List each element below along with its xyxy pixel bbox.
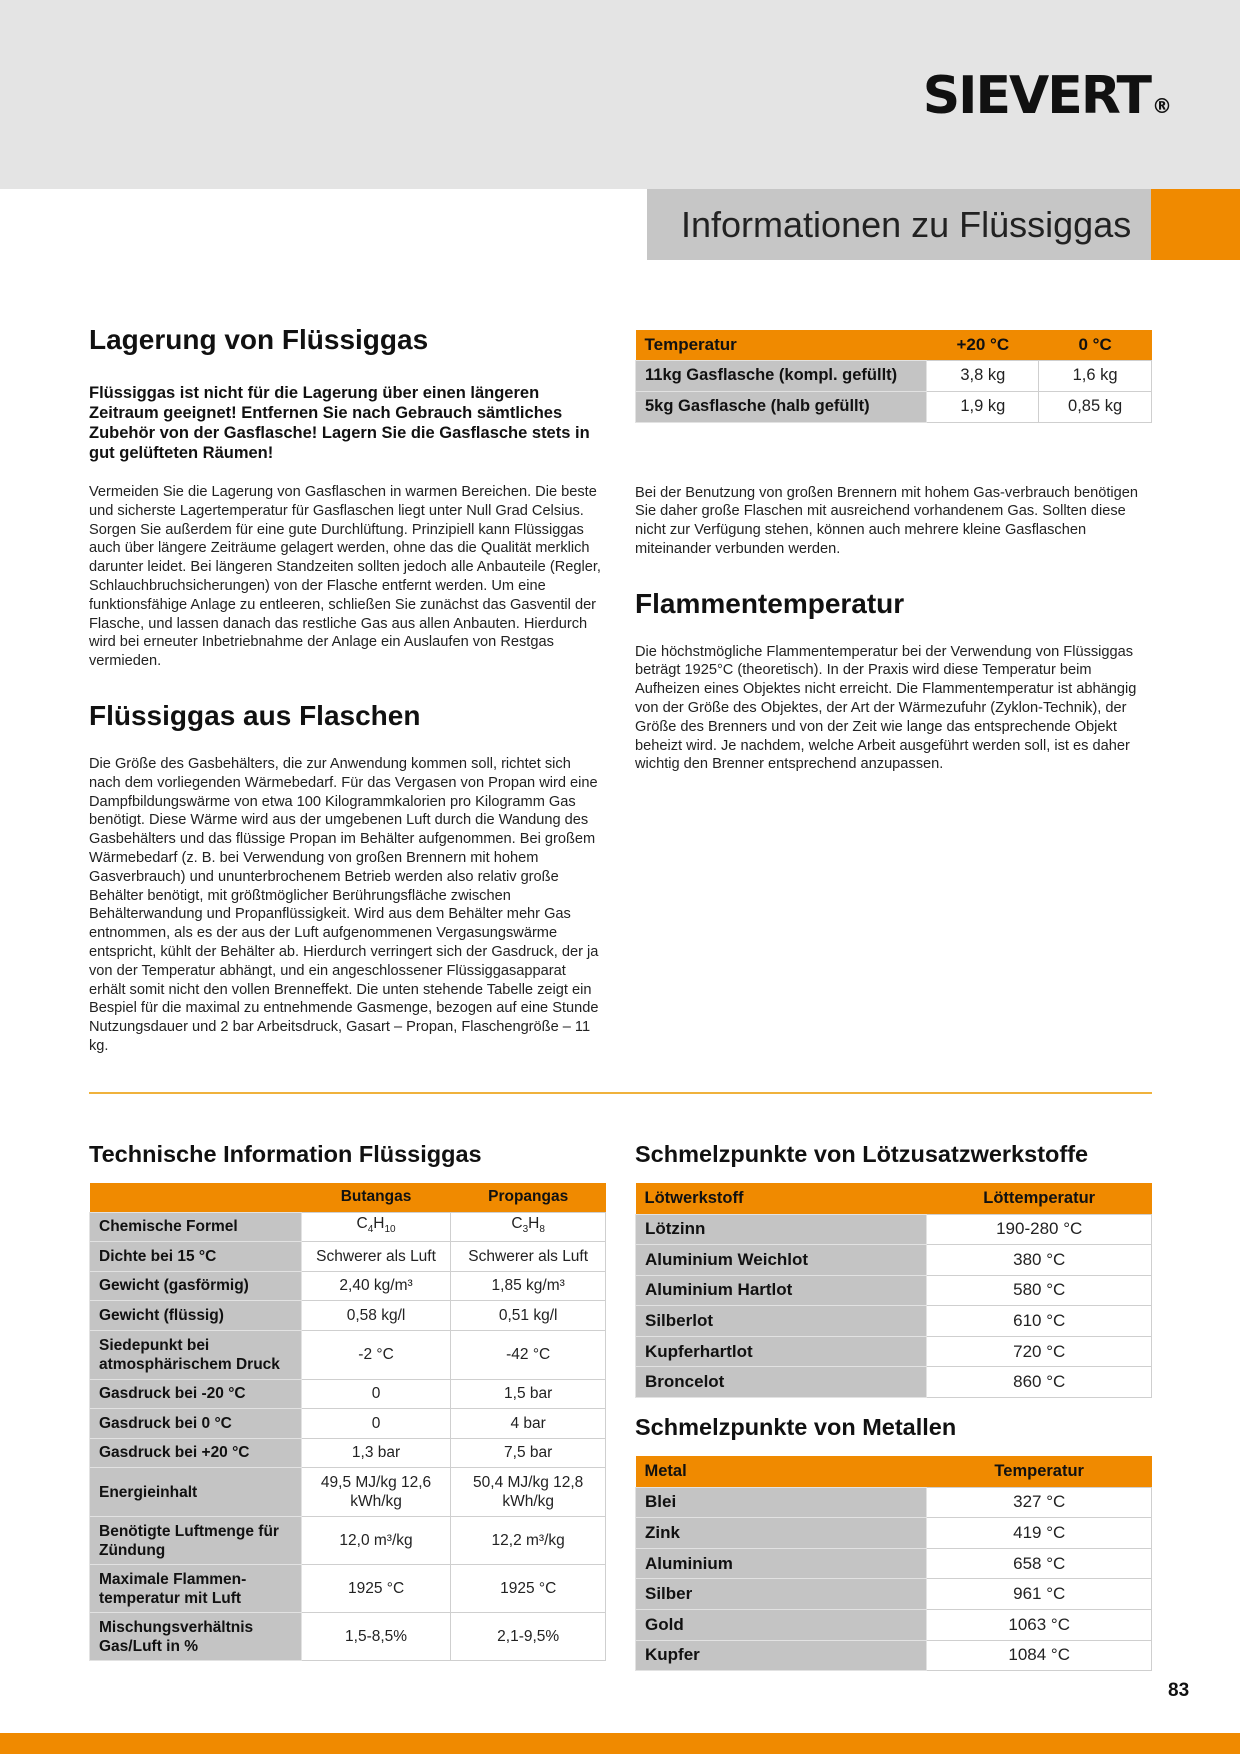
table-header-cell: Temperatur [636, 330, 927, 360]
tech-info-section [89, 1139, 606, 1661]
table-cell: 1,6 kg [1039, 360, 1152, 391]
table-row [90, 1301, 606, 1331]
lagerung-body: Vermeiden Sie die Lagerung von Gasflaschen in warmen Bereichen. Die beste und sicherste Lagertemperatur für Gasflaschen liegt unter Null Grad Celsius. Sorgen Sie außerdem für eine gute Durchlüftung. Prinzipiell kann Flüssiggas auch über längere Zeiträume gelagert werden, ohne das die Qualität merklich darunter leidet. Bei längeren Standzeiten sollten jedoch alle Anbauteile (Regler, Schlauchbruchsicherungen) von der Flasche entfernt werden. Um eine funktionsfähige Anlage zu entleeren, schließen Sie zunächst das Gasventil der Flasche, und lassen danach das restliche Gas aus allen Anbauten. Hierdurch wird bei erneuter Inbetriebnahme der Anlage ein Auslaufen von Restgas vermieden. [89, 484, 601, 670]
table-cell: 380 °C [927, 1245, 1152, 1276]
table-cell: 0,51 kg/l [451, 1301, 606, 1331]
table-row [90, 1212, 606, 1242]
table-row [636, 1640, 1152, 1671]
table-row-label: Silberlot [636, 1306, 927, 1337]
lagerung-heading: Lagerung von Flüssiggas [89, 324, 429, 355]
temperature-table [635, 330, 1152, 423]
table-row [90, 1409, 606, 1439]
page-number: 83 [1168, 1680, 1190, 1701]
table-cell: 4 bar [451, 1409, 606, 1439]
table-row [636, 1579, 1152, 1610]
table-cell: 1,5 bar [451, 1379, 606, 1409]
table-cell: 49,5 MJ/kg 12,6 kWh/kg [301, 1468, 451, 1517]
table-row-label: Gewicht (flüssig) [90, 1301, 302, 1331]
table-cell: 0,58 kg/l [301, 1301, 451, 1331]
table-row-label: Gasdruck bei -20 °C [90, 1379, 302, 1409]
left-column [89, 323, 605, 1056]
table-row-label: Silber [636, 1579, 927, 1610]
flaschen-heading: Flüssiggas aus Flaschen [89, 699, 421, 731]
table-cell: 1925 °C [451, 1565, 606, 1613]
table-row-label: Maximale Flammen-temperatur mit Luft [90, 1565, 302, 1613]
table-cell: 610 °C [927, 1306, 1152, 1337]
table-row [636, 1548, 1152, 1579]
table-cell: 419 °C [927, 1518, 1152, 1549]
loet-heading: Schmelzpunkte von Lötzusatzwerkstoffe [635, 1141, 1089, 1167]
table-row [90, 1438, 606, 1468]
table-row [636, 1367, 1152, 1398]
footer-accent-bar [0, 1733, 1240, 1754]
table-cell: 7,5 bar [451, 1438, 606, 1468]
table-row-label: Gasdruck bei 0 °C [90, 1409, 302, 1439]
melting-points-section [635, 1139, 1152, 1671]
table-cell: 1084 °C [927, 1640, 1152, 1671]
table-row-label: Mischungsverhältnis Gas/Luft in % [90, 1613, 302, 1661]
tech-table [89, 1183, 606, 1661]
table-header-cell: Metal [636, 1456, 927, 1487]
table-cell: 2,1-9,5% [451, 1613, 606, 1661]
table-cell: 12,2 m³/kg [451, 1517, 606, 1565]
table-row [90, 1379, 606, 1409]
table-header-row [636, 1456, 1152, 1487]
table-cell: -42 °C [451, 1330, 606, 1379]
table-row [90, 1330, 606, 1379]
table-row-label: Kupferhartlot [636, 1336, 927, 1367]
table-header-cell: Butangas [301, 1183, 451, 1212]
table-row [90, 1565, 606, 1613]
table-cell: 327 °C [927, 1487, 1152, 1518]
table-cell: 190-280 °C [927, 1214, 1152, 1245]
table-cell: Schwerer als Luft [451, 1242, 606, 1272]
sievert-logo: SIEVERT ® [922, 66, 1172, 126]
table-cell: 0 [301, 1379, 451, 1409]
table-row-label: Broncelot [636, 1367, 927, 1398]
table-cell: 0 [301, 1409, 451, 1439]
table-cell: 12,0 m³/kg [301, 1517, 451, 1565]
lagerung-lead: Flüssiggas ist nicht für die Lagerung über einen längeren Zeitraum geeignet! Entfernen Sie nach Gebrauch sämtliches Zubehör von der Gasflasche! Lagern Sie die Gasflasche stets in gut gelüfteten Räumen! [89, 384, 590, 462]
table-row-label: Dichte bei 15 °C [90, 1242, 302, 1272]
table-cell: 1063 °C [927, 1609, 1152, 1640]
table-cell: 1,3 bar [301, 1438, 451, 1468]
table-row [636, 1518, 1152, 1549]
table-row [636, 1214, 1152, 1245]
table-row-label: Aluminium Weichlot [636, 1245, 927, 1276]
table-cell: 0,85 kg [1039, 391, 1152, 422]
flaschen-body: Die Größe des Gasbehälters, die zur Anwendung kommen soll, richtet sich nach dem vorliegenden Wärmebedarf. Für das Vergasen von Propan wird eine Dampfbildungswärme von etwa 100 Kilogrammkalorien pro Kilogramm Gas benötigt. Diese Wärme wird aus der umgebenen Luft durch die Wandung des Gasbehälters und das flüssige Propan im Behälter aufgenommen. Bei großem Wärmebedarf (z. B. bei Verwendung von großen Brennern mit hohem Gasverbrauch) und ununterbrochenem Betrieb werden also relativ große Behälter benötigt, mit größtmöglicher Berührungsfläche zwischen Behälterwandung und Propanflüssigkeit. Wird aus dem Behälter mehr Gas entnommen, als es der aus der Luft aufgenommenen Vergasungswärme entspricht, kühlt der Behälter ab. Hierdurch verringert sich der Gasdruck, der ja von der Temperatur abhängt, und ein angeschlossener Flüssiggasapparat erhält somit nicht den vollen Brenneffekt. Die unten stehende Tabelle zeigt ein Bespiel für die maximal zu entnehmende Gasmenge, bezogen auf eine Stunde Nutzungsdauer und 2 bar Arbeitsdruck, Gasart – Propan, Flaschengröße – 11 kg. [89, 755, 599, 1054]
table-row-label: Siedepunkt bei atmosphärischem Druck [90, 1330, 302, 1379]
table-row [636, 391, 1152, 422]
right-column [635, 330, 1152, 774]
brenner-text: Bei der Benutzung von großen Brennern mit hohem Gas-verbrauch benötigen Sie daher große Flaschen mit ausreichend vorhandenem Gas. Sollten diese nicht zur Verfügung stehen, können auch mehrere kleine Gasflaschen miteinander verbunden werden. [635, 484, 1138, 557]
table-row [90, 1468, 606, 1517]
table-cell: 961 °C [927, 1579, 1152, 1610]
table-row [90, 1242, 606, 1272]
table-header-row [90, 1183, 606, 1212]
table-row-label: Gewicht (gasförmig) [90, 1271, 302, 1301]
table-row-label: Lötzinn [636, 1214, 927, 1245]
table-row [636, 360, 1152, 391]
table-row-label: Zink [636, 1518, 927, 1549]
flamme-heading: Flammentemperatur [635, 587, 905, 619]
table-row-label: Kupfer [636, 1640, 927, 1671]
loet-table [635, 1183, 1152, 1398]
title-accent-bar [1151, 189, 1240, 260]
table-row-label: Aluminium Hartlot [636, 1275, 927, 1306]
table-header-row [636, 330, 1152, 360]
table-row [636, 1306, 1152, 1337]
table-row [636, 1275, 1152, 1306]
table-header-cell: Propangas [451, 1183, 606, 1212]
table-row [90, 1517, 606, 1565]
metalle-table [635, 1456, 1152, 1671]
table-header-cell: Löttemperatur [927, 1183, 1152, 1214]
section-divider [89, 1092, 1152, 1094]
formula-butan: $C_4H_{10}$ [301, 1212, 451, 1242]
table-cell: -2 °C [301, 1330, 451, 1379]
flamme-body: Die höchstmögliche Flammentemperatur bei der Verwendung von Flüssiggas beträgt 1925°C (theoretisch). In der Praxis wird diese Temperatur beim Aufheizen eines Objektes nicht erreicht. Die Flammentemperatur ist abhängig von der Größe des Objektes, der Art der Wärmezufuhr (Zyklon-Technik), der Größe des Brenners und von der Zeit wie lange das entsprechende Objekt beheizt wird. Je nachdem, welche Arbeit ausgeführt werden soll, ist es daher wichtig den Brenner entsprechend anzupassen. [635, 643, 1137, 773]
table-cell: 720 °C [927, 1336, 1152, 1367]
formula-propan: $C_3H_8$ [451, 1212, 606, 1242]
table-cell: 3,8 kg [927, 360, 1039, 391]
table-header-cell [90, 1183, 302, 1212]
table-row-label: Gasdruck bei +20 °C [90, 1438, 302, 1468]
table-row-label: 11kg Gasflasche (kompl. gefüllt) [636, 360, 927, 391]
table-row [90, 1613, 606, 1661]
table-cell: 2,40 kg/m³ [301, 1271, 451, 1301]
metalle-heading: Schmelzpunkte von Metallen [635, 1414, 957, 1441]
table-row-label: Aluminium [636, 1548, 927, 1579]
table-row-label: Energieinhalt [90, 1468, 302, 1517]
table-cell: 1,9 kg [927, 391, 1039, 422]
table-row-label: Blei [636, 1487, 927, 1518]
table-row-label: 5kg Gasflasche (halb gefüllt) [636, 391, 927, 422]
table-header-cell: Temperatur [927, 1456, 1152, 1487]
table-cell: 50,4 MJ/kg 12,8 kWh/kg [451, 1468, 606, 1517]
table-row-label: Benötigte Luftmenge für Zündung [90, 1517, 302, 1565]
table-cell: 580 °C [927, 1275, 1152, 1306]
table-row [636, 1487, 1152, 1518]
table-row [90, 1271, 606, 1301]
table-header-row [636, 1183, 1152, 1214]
table-cell: 860 °C [927, 1367, 1152, 1398]
table-row [636, 1245, 1152, 1276]
table-header-cell: 0 °C [1039, 330, 1152, 360]
table-cell: 1925 °C [301, 1565, 451, 1613]
table-cell: Schwerer als Luft [301, 1242, 451, 1272]
table-row [636, 1336, 1152, 1367]
table-header-cell: Lötwerkstoff [636, 1183, 927, 1214]
page-title: Informationen zu Flüssiggas [647, 189, 1151, 260]
table-header-cell: +20 °C [927, 330, 1039, 360]
table-cell: 658 °C [927, 1548, 1152, 1579]
tech-heading: Technische Information Flüssiggas [89, 1141, 482, 1167]
table-cell: 1,5-8,5% [301, 1613, 451, 1661]
table-row-label: Gold [636, 1609, 927, 1640]
table-cell: 1,85 kg/m³ [451, 1271, 606, 1301]
table-row-label: Chemische Formel [90, 1212, 302, 1242]
table-row [636, 1609, 1152, 1640]
